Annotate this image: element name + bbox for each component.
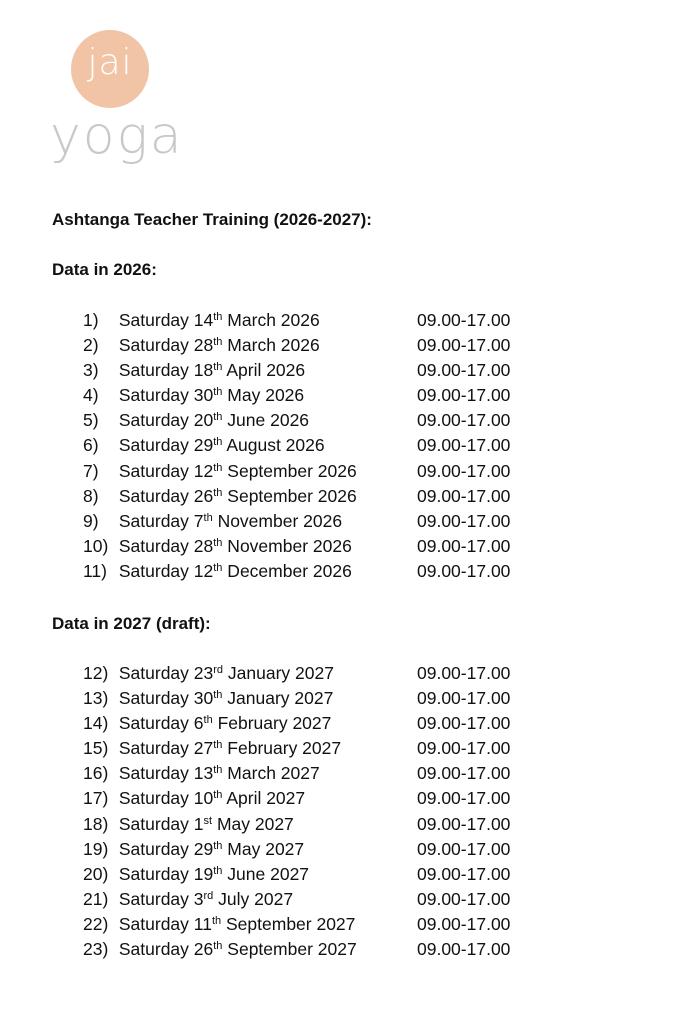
session-row [83,534,543,559]
session-row [83,711,543,736]
session-row [83,736,543,761]
session-date-suffix: th [213,536,223,549]
session-time: 09.00-17.00 [417,763,511,784]
session-time: 09.00-17.00 [417,360,511,381]
session-number: 22) [83,913,109,934]
session-time: 09.00-17.00 [417,738,511,759]
session-row [83,433,543,458]
session-row [83,509,543,534]
session-date-suffix: th [213,739,223,752]
session-number: 12) [83,663,109,683]
session-row [83,837,543,862]
session-list-2026 [83,308,543,584]
session-date-suffix: th [213,361,223,374]
session-date-rest: August 2026 [222,435,325,456]
session-date-day: Saturday 3 [118,888,204,909]
session-time: 09.00-17.00 [417,535,511,556]
session-number: 13) [83,688,109,709]
logo-yoga-text: yoga [50,106,184,166]
session-number: 3) [83,360,99,381]
session-date-rest: July 2027 [213,888,294,909]
session-date-rest: February 2027 [212,713,332,734]
session-number: 8) [83,485,99,506]
session-date-rest: April 2026 [222,360,306,381]
session-date-day: Saturday 30 [118,688,214,709]
session-date-rest: May 2027 [222,838,305,859]
section-heading-2026: Data in 2026: [52,260,157,279]
session-date-day: Saturday 28 [118,335,214,356]
session-number: 23) [83,939,109,960]
session-row [83,912,543,937]
session-date-suffix: th [213,411,223,424]
session-number: 9) [83,510,99,531]
session-number: 1) [83,310,99,330]
session-row [83,408,543,433]
session-date-rest: November 2026 [222,535,352,556]
session-time: 09.00-17.00 [417,310,511,330]
session-time: 09.00-17.00 [417,713,511,734]
session-date-suffix: th [213,311,223,323]
session-date-day: Saturday 12 [118,560,214,581]
session-row [83,686,543,711]
session-date-suffix: st [203,814,213,827]
session-date-suffix: th [213,436,223,449]
session-date-day: Saturday 28 [118,535,214,556]
session-time: 09.00-17.00 [417,863,511,884]
session-date-rest: September 2027 [222,939,357,960]
session-date-day: Saturday 6 [118,713,204,734]
session-date-day: Saturday 26 [118,939,214,960]
session-time: 09.00-17.00 [417,460,511,481]
session-date-day: Saturday 13 [118,763,214,784]
session-date-day: Saturday 1 [118,813,204,834]
session-date-rest: March 2026 [222,335,320,356]
session-number: 10) [83,535,109,556]
session-date-day: Saturday 30 [118,385,214,406]
session-number: 11) [83,560,107,581]
session-date-rest: December 2026 [222,560,352,581]
session-date-day: Saturday 29 [118,435,214,456]
session-time: 09.00-17.00 [417,663,511,683]
session-time: 09.00-17.00 [417,510,511,531]
session-date-day: Saturday 19 [118,863,214,884]
jai-yoga-logo [50,28,184,166]
session-date-suffix: th [213,764,223,777]
session-row [83,937,543,962]
session-number: 20) [83,863,109,884]
session-date-suffix: rd [203,889,214,902]
session-date-rest: September 2027 [221,913,356,934]
session-date-day: Saturday 10 [118,788,214,809]
session-row [83,484,543,509]
session-time: 09.00-17.00 [417,913,511,934]
session-date-suffix: th [213,461,223,474]
session-date-suffix: th [213,336,223,349]
session-time: 09.00-17.00 [417,688,511,709]
session-date-day: Saturday 7 [118,510,204,531]
session-date-suffix: th [213,839,223,852]
session-date-suffix: th [213,940,223,953]
session-date-rest: March 2026 [222,310,320,330]
session-time: 09.00-17.00 [417,888,511,909]
session-date-rest: January 2027 [222,688,334,709]
session-time: 09.00-17.00 [417,435,511,456]
session-row [83,812,543,837]
session-row [83,459,543,484]
session-date-suffix: th [213,864,223,877]
session-time: 09.00-17.00 [417,560,511,581]
session-number: 7) [83,460,99,481]
session-list-2027 [83,661,543,962]
session-number: 2) [83,335,99,356]
session-number: 5) [83,410,99,431]
page-title: Ashtanga Teacher Training (2026-2027): [52,210,372,229]
session-number: 16) [83,763,109,784]
session-row [83,786,543,811]
session-date-day: Saturday 26 [118,485,214,506]
session-number: 18) [83,813,109,834]
session-date-suffix: th [203,714,213,727]
session-time: 09.00-17.00 [417,335,511,356]
session-date-rest: April 2027 [222,788,306,809]
logo-jai-text: jai [87,42,133,83]
session-row [83,358,543,383]
session-date-suffix: th [213,386,223,399]
session-row [83,333,543,358]
session-time: 09.00-17.00 [417,838,511,859]
session-date-rest: September 2026 [222,485,357,506]
session-date-day: Saturday 20 [118,410,214,431]
session-number: 15) [83,738,109,759]
session-row [83,308,543,333]
session-date-suffix: th [213,689,223,702]
session-row [83,761,543,786]
session-date-rest: June 2026 [222,410,310,431]
session-date-day: Saturday 29 [118,838,214,859]
session-date-rest: June 2027 [222,863,310,884]
session-date-day: Saturday 11 [118,913,212,934]
session-time: 09.00-17.00 [417,813,511,834]
session-date-suffix: rd [213,664,224,676]
session-row [83,383,543,408]
session-number: 6) [83,435,99,456]
session-number: 4) [83,385,99,406]
session-row [83,559,543,584]
session-number: 17) [83,788,109,809]
session-date-day: Saturday 14 [118,310,214,330]
session-time: 09.00-17.00 [417,939,511,960]
session-date-rest: September 2026 [222,460,357,481]
session-date-rest: May 2026 [222,385,305,406]
session-number: 21) [83,888,109,909]
session-date-rest: May 2027 [212,813,294,834]
session-number: 14) [83,713,109,734]
session-row [83,887,543,912]
session-date-day: Saturday 23 [118,663,214,683]
session-date-rest: February 2027 [222,738,342,759]
session-row [83,661,543,686]
session-time: 09.00-17.00 [417,788,511,809]
session-date-suffix: th [211,914,222,927]
session-date-rest: November 2026 [212,510,343,531]
session-number: 19) [83,838,109,859]
session-date-rest: March 2027 [222,763,320,784]
session-date-suffix: th [213,561,223,574]
session-date-day: Saturday 18 [118,360,214,381]
session-date-suffix: th [203,511,213,524]
session-date-suffix: th [213,486,223,499]
session-date-day: Saturday 12 [118,460,214,481]
session-time: 09.00-17.00 [417,385,511,406]
session-time: 09.00-17.00 [417,410,511,431]
session-date-suffix: th [213,789,223,802]
session-date-rest: January 2027 [223,663,334,683]
section-heading-2027: Data in 2027 (draft): [52,614,211,633]
session-date-day: Saturday 27 [118,738,214,759]
session-time: 09.00-17.00 [417,485,511,506]
session-row [83,862,543,887]
